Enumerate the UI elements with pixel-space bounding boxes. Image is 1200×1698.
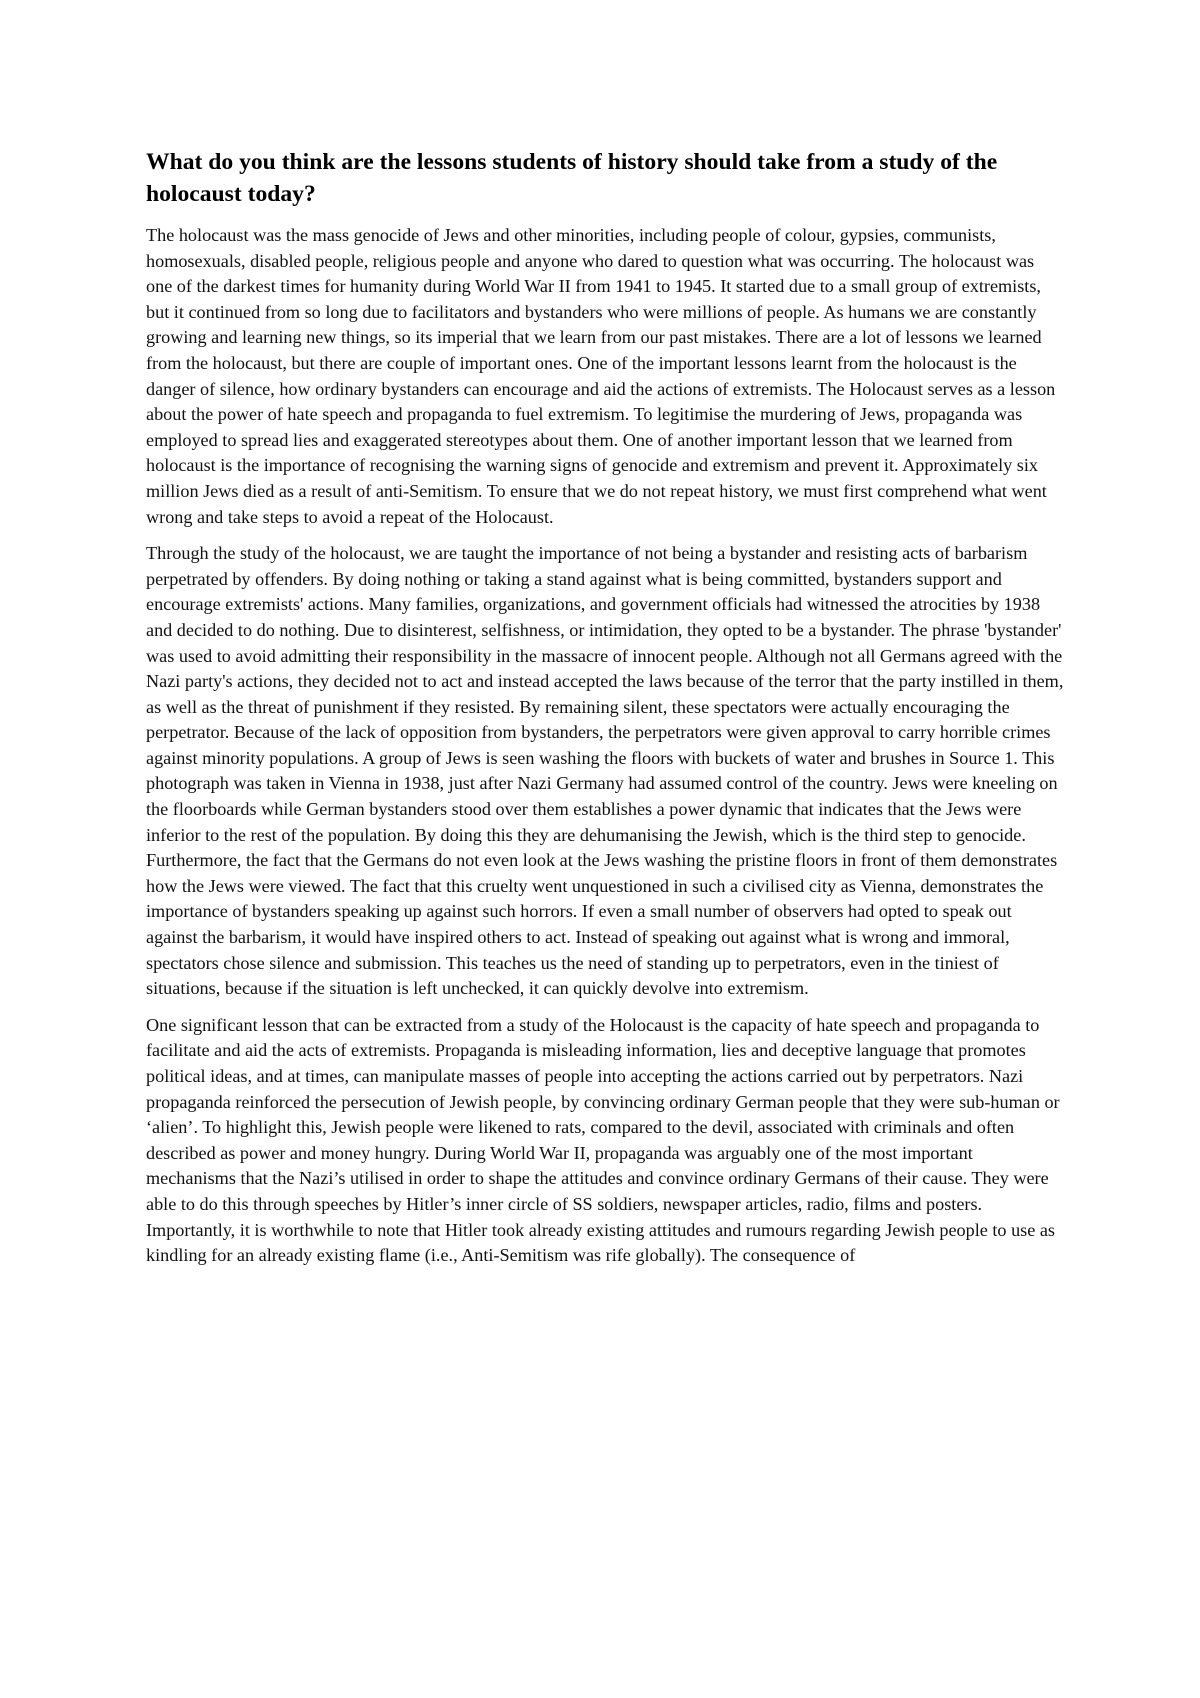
paragraph-intro: The holocaust was the mass genocide of Jews and other minorities, including people of colour, gypsies, communists, homosexuals, disabled people, religious people and anyone who dared to question what was occurring. The holocaust was one of the darkest times for humanity during World War II from 1941 to 1945. It started due to a small group of extremists, but it continued from so long due to facilitators and bystanders who were millions of people. As humans we are constantly growing and learning new things, so its imperial that we learn from our past mistakes. There are a lot of lessons we learned from the holocaust, but there are couple of important ones. One of the important lessons learnt from the holocaust is the danger of silence, how ordinary bystanders can encourage and aid the actions of extremists. The Holocaust serves as a lesson about the power of hate speech and propaganda to fuel extremism. To legitimise the murdering of Jews, propaganda was employed to spread lies and exaggerated stereotypes about them. One of another important lesson that we learned from holocaust is the importance of recognising the warning signs of genocide and extremism and prevent it. Approximately six million Jews died as a result of anti-Semitism. To ensure that we do not repeat history, we must first comprehend what went wrong and take steps to avoid a repeat of the Holocaust. bbox=[146, 225, 1056, 527]
essay-title: What do you think are the lessons students of history should take from a study of the holocaust today? bbox=[146, 149, 998, 207]
document-body bbox=[146, 146, 1064, 1280]
paragraph-propaganda: One significant lesson that can be extracted from a study of the Holocaust is the capacity of hate speech and propaganda to facilitate and aid the acts of extremists. Propaganda is misleading information, lies and deceptive language that promotes political ideas, and at times, can manipulate masses of people into accepting the actions carried out by perpetrators. Nazi propaganda reinforced the persecution of Jewish people, by convincing ordinary German people that they were sub-human or ‘alien’. To highlight this, Jewish people were likened to rats, compared to the devil, associated with criminals and often described as power and money hungry. During World War II, propaganda was arguably one of the most important mechanisms that the Nazi’s utilised in order to shape the attitudes and convince ordinary Germans of their cause. They were able to do this through speeches by Hitler’s inner circle of SS soldiers, newspaper articles, radio, films and posters. Importantly, it is worthwhile to note that Hitler took already existing attitudes and rumours regarding Jewish people to use as kindling for an already existing flame (i.e., Anti-Semitism was rife globally). The consequence of bbox=[146, 1014, 1060, 1266]
paragraph-bystanders: Through the study of the holocaust, we are taught the importance of not being a bystander and resisting acts of barbarism perpetrated by offenders. By doing nothing or taking a stand against what is being committed, bystanders support and encourage extremists' actions. Many families, organizations, and government officials had witnessed the atrocities by 1938 and decided to do nothing. Due to disinterest, selfishness, or intimidation, they opted to be a bystander. The phrase 'bystander' was used to avoid admitting their responsibility in the massacre of innocent people. Although not all Germans agreed with the Nazi party's actions, they decided not to act and instead accepted the laws because of the terror that the party instilled in them, as well as the threat of punishment if they resisted. By remaining silent, these spectators were actually encouraging the perpetrator. Because of the lack of opposition from bystanders, the perpetrators were given approval to carry horrible crimes against minority populations. A group of Jews is seen washing the floors with buckets of water and brushes in Source 1. This photograph was taken in Vienna in 1938, just after Nazi Germany had assumed control of the country. Jews were kneeling on the floorboards while German bystanders stood over them establishes a power dynamic that indicates that the Jews were inferior to the rest of the population. By doing this they are dehumanising the Jewish, which is the third step to genocide. Furthermore, the fact that the Germans do not even look at the Jews washing the pristine floors in front of them demonstrates how the Jews were viewed. The fact that this cruelty went unquestioned in such a civilised city as Vienna, demonstrates the importance of bystanders speaking up against such horrors. If even a small number of observers had opted to speak out against the barbarism, it would have inspired others to act. Instead of speaking out against what is wrong and immoral, spectators chose silence and submission. This teaches us the need of standing up to perpetrators, even in the tiniest of situations, because if the situation is left unchecked, it can quickly devolve into extremism. bbox=[146, 543, 1064, 999]
